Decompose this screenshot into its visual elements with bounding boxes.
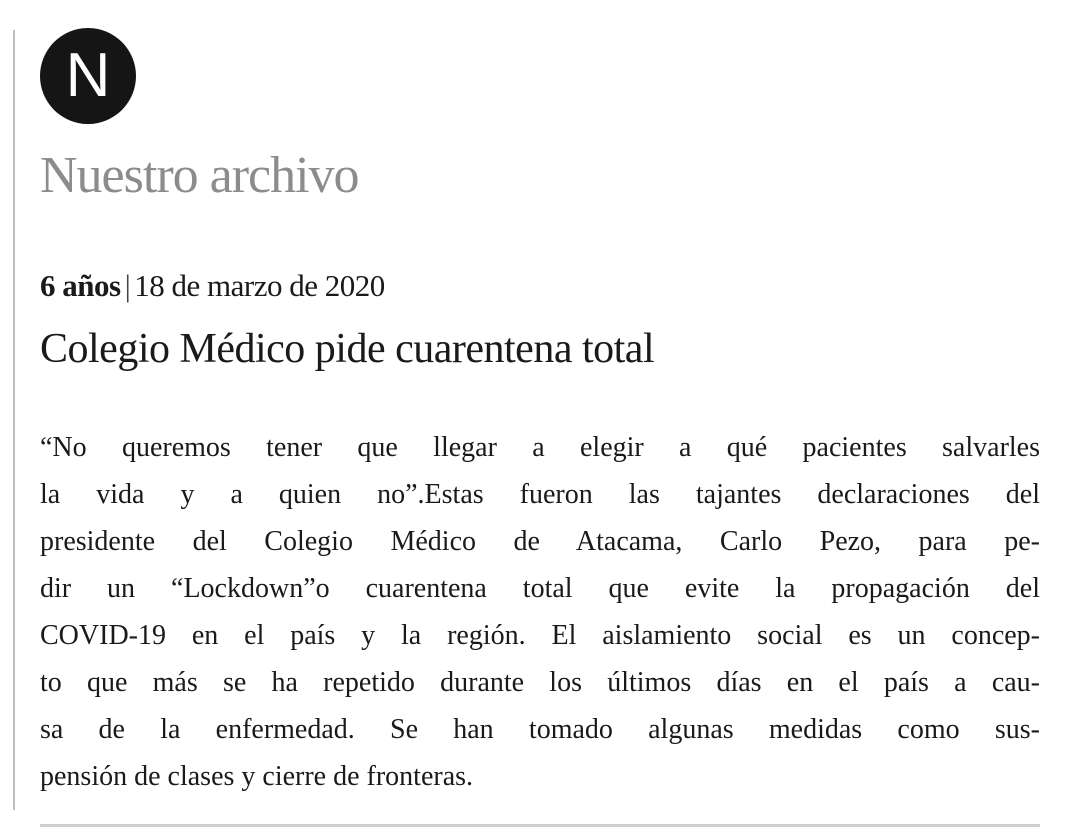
body-line: sa de la enfermedad. Se han tomado algunas medidas como sus- <box>40 714 1040 745</box>
logo-letter: N <box>65 41 111 110</box>
dateline-separator: | <box>124 268 131 303</box>
body-line: to que más se ha repetido durante los últimos días en el país a cau- <box>40 667 1040 698</box>
body-line: pensión de clases y cierre de fronteras. <box>40 761 474 792</box>
article-headline: Colegio Médico pide cuarentena total <box>40 326 655 372</box>
newspaper-logo <box>40 28 136 124</box>
body-line: “No queremos tener que llegar a elegir a qué pacientes salvarles <box>40 432 1040 463</box>
section-title: Nuestro archivo <box>40 147 359 204</box>
archive-date: 18 de marzo de 2020 <box>134 268 385 303</box>
bottom-divider <box>40 824 1040 827</box>
years-ago-label: 6 años <box>40 268 121 303</box>
article-body <box>40 424 1040 800</box>
left-divider <box>13 30 15 810</box>
body-line: dir un “Lockdown”o cuarentena total que evite la propagación del <box>40 573 1040 604</box>
body-line: presidente del Colegio Médico de Atacama, Carlo Pezo, para pe- <box>40 526 1040 557</box>
body-line: la vida y a quien no”.Estas fueron las tajantes declaraciones del <box>40 479 1040 510</box>
dateline <box>40 270 385 301</box>
body-line: COVID-19 en el país y la región. El aislamiento social es un concep- <box>40 620 1040 651</box>
